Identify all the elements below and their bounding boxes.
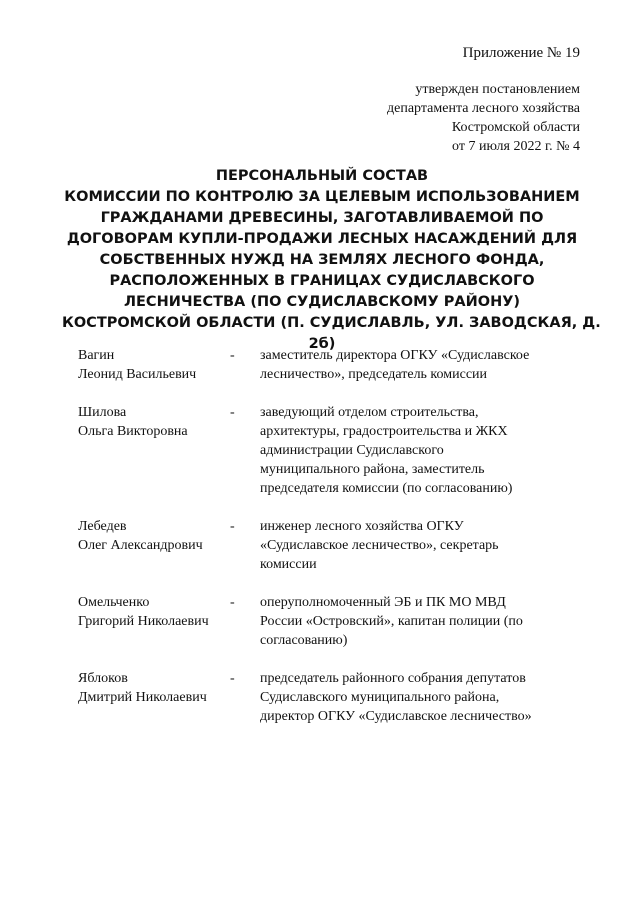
member-entry	[78, 517, 578, 574]
title-line: КОМИССИИ ПО КОНТРОЛЮ ЗА ЦЕЛЕВЫМ ИСПОЛЬЗОВАНИЕМ	[64, 189, 580, 205]
approval-line: департамента лесного хозяйства	[387, 101, 580, 116]
approval-line: Костромской области	[451, 120, 580, 135]
title-line: ДОГОВОРАМ КУПЛИ-ПРОДАЖИ ЛЕСНЫХ НАСАЖДЕНИЙ ДЛЯ	[66, 231, 578, 247]
role-line: председателя комиссии (по согласованию)	[260, 481, 513, 496]
member-name	[78, 517, 228, 574]
member-entry	[78, 669, 578, 726]
role-line: муниципального района, заместитель	[260, 462, 485, 477]
role-line: комиссии	[260, 557, 317, 572]
title-line: ПЕРСОНАЛЬНЫЙ СОСТАВ	[215, 168, 429, 184]
role-line: оперуполномоченный ЭБ и ПК МО МВД	[260, 595, 506, 610]
member-name	[78, 593, 228, 650]
member-name	[78, 403, 228, 498]
title-line: ГРАЖДАНАМИ ДРЕВЕСИНЫ, ЗАГОТАВЛИВАЕМОЙ ПО	[100, 210, 544, 226]
role-line: лесничество», председатель комиссии	[260, 367, 488, 382]
member-dash: -	[230, 405, 235, 420]
role-line: заведующий отделом строительства,	[260, 405, 479, 420]
member-dash: -	[230, 671, 235, 686]
role-line: Судиславского муниципального района,	[260, 690, 500, 705]
member-entry	[78, 346, 578, 384]
member-entry	[78, 403, 578, 498]
title-line: КОСТРОМСКОЙ ОБЛАСТИ (П. СУДИСЛАВЛЬ, УЛ. ЗАВОДСКАЯ, Д.	[62, 315, 601, 331]
members-list	[78, 346, 578, 745]
title-line: СОБСТВЕННЫХ НУЖД НА ЗЕМЛЯХ ЛЕСНОГО ФОНДА,	[99, 252, 545, 268]
title-line: РАСПОЛОЖЕННЫХ В ГРАНИЦАХ СУДИСЛАВСКОГО	[109, 273, 535, 289]
title-line: ЛЕСНИЧЕСТВА (ПО СУДИСЛАВСКОМУ РАЙОНУ)	[123, 294, 521, 310]
member-name	[78, 669, 228, 726]
approval-line: утвержден постановлением	[415, 82, 580, 97]
member-surname: Вагин	[78, 348, 115, 363]
role-line: России «Островский», капитан полиции (по	[260, 614, 523, 629]
member-surname: Омельченко	[78, 595, 150, 610]
member-role	[260, 517, 558, 574]
member-role	[260, 346, 558, 384]
member-dash: -	[230, 348, 235, 363]
role-line: «Судиславское лесничество», секретарь	[260, 538, 499, 553]
member-surname: Яблоков	[78, 671, 128, 686]
appendix-label: Приложение № 19	[462, 45, 580, 61]
member-given-names: Григорий Николаевич	[78, 614, 209, 629]
member-surname: Лебедев	[78, 519, 127, 534]
title-line: 2б)	[308, 336, 336, 352]
role-line: администрации Судиславского	[260, 443, 444, 458]
member-role	[260, 593, 558, 650]
member-given-names: Дмитрий Николаевич	[78, 690, 207, 705]
document-title	[62, 166, 601, 355]
role-line: согласованию)	[260, 633, 348, 648]
member-surname: Шилова	[78, 405, 127, 420]
role-line: инженер лесного хозяйства ОГКУ	[260, 519, 464, 534]
approval-line: от 7 июля 2022 г. № 4	[452, 139, 580, 154]
role-line: директор ОГКУ «Судиславское лесничество»	[260, 709, 532, 724]
role-line: архитектуры, градостроительства и ЖКХ	[260, 424, 508, 439]
member-role	[260, 669, 558, 726]
role-line: заместитель директора ОГКУ «Судиславское	[260, 348, 530, 363]
member-given-names: Леонид Васильевич	[78, 367, 197, 382]
member-dash: -	[230, 595, 235, 610]
member-entry	[78, 593, 578, 650]
member-role	[260, 403, 558, 498]
role-line: председатель районного собрания депутатов	[260, 671, 526, 686]
approval-block	[387, 80, 580, 156]
member-given-names: Ольга Викторовна	[78, 424, 188, 439]
member-given-names: Олег Александрович	[78, 538, 203, 553]
member-dash: -	[230, 519, 235, 534]
member-name	[78, 346, 228, 384]
